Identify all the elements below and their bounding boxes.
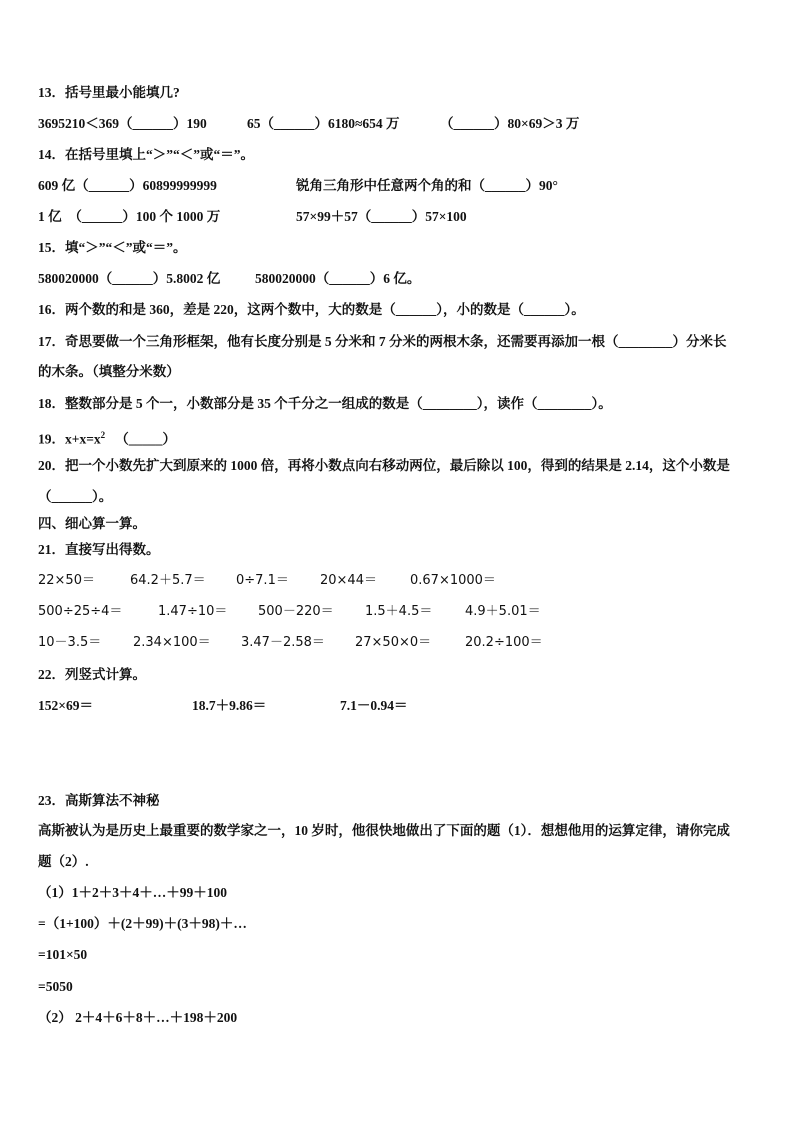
q21-r1-c4: 20×44＝ [320, 573, 377, 588]
q21-title: 21．直接写出得数。 [38, 542, 160, 557]
q15-item-1: 580020000（______）5.8002 亿 [38, 271, 221, 286]
q23-step-2: =（1+100）＋(2＋99)＋(3＋98)＋… [38, 916, 247, 931]
q21-r3-c2: 2.34×100＝ [133, 635, 211, 650]
q17-line-2: 的木条。（填整分米数） [38, 364, 180, 379]
q21-r1-c5: 0.67×1000＝ [410, 573, 496, 588]
q19-exponent: 2 [100, 430, 106, 440]
q23-step-4: =5050 [38, 979, 73, 994]
q21-r3-c4: 27×50×0＝ [355, 635, 432, 650]
q23-step-1: （1）1＋2＋3＋4＋…＋99＋100 [38, 885, 227, 900]
q23-para-2: 题（2）. [38, 854, 89, 869]
q15-item-2: 580020000（______）6 亿。 [255, 271, 421, 286]
q23-para-1: 高斯被认为是历史上最重要的数学家之一，10 岁时，他很快地做出了下面的题（1）．想想他用的运算定律，请你完成 [38, 823, 730, 838]
q21-r2-c3: 500－220＝ [258, 604, 334, 619]
q21-r2-c4: 1.5＋4.5＝ [365, 604, 433, 619]
q13-title: 13．括号里最小能填几? [38, 85, 180, 100]
q13-item-2: 65（______）6180≈654 万 [247, 116, 400, 131]
q19-expression: 19．x+x=x [38, 431, 101, 447]
q21-r3-c1: 10－3.5＝ [38, 635, 102, 650]
q20-line-2: （______）。 [38, 489, 113, 504]
q23-step-3: =101×50 [38, 947, 88, 962]
q21-r2-c1: 500÷25÷4＝ [38, 604, 123, 619]
q14-item-1: 609 亿（______）60899999999 [38, 178, 217, 193]
q17-line-1: 17．奇思要做一个三角形框架，他有长度分别是 5 分米和 7 分米的两根木条，还需要再添加一根（________）分米长 [38, 334, 727, 349]
q22-title: 22．列竖式计算。 [38, 667, 146, 682]
q14-item-2: 锐角三角形中任意两个角的和（______）90° [296, 178, 558, 193]
q21-r2-c5: 4.9＋5.01＝ [465, 604, 541, 619]
q18-text: 18．整数部分是 5 个一，小数部分是 35 个千分之一组成的数是（________），读作（________）。 [38, 396, 612, 411]
q21-r1-c3: 0÷7.1＝ [236, 573, 289, 588]
q22-item-1: 152×69＝ [38, 698, 93, 713]
q20-line-1: 20．把一个小数先扩大到原来的 1000 倍，再将小数点向右移动两位，最后除以 100，得到的结果是 2.14，这个小数是 [38, 458, 730, 473]
q15-title: 15．填“＞”“＜”或“＝”。 [38, 240, 187, 255]
q13-item-3: （______）80×69＞3 万 [440, 116, 580, 131]
q21-r2-c2: 1.47÷10＝ [158, 604, 228, 619]
q14-item-3: 1 亿 （______）100 个 1000 万 [38, 209, 221, 224]
q21-r3-c5: 20.2÷100＝ [465, 635, 543, 650]
q13-item-1: 3695210＜369（______）190 [38, 116, 207, 131]
q16-text: 16．两个数的和是 360，差是 220，这两个数中，大的数是（______），小的数是（______）。 [38, 302, 585, 317]
q21-r1-c2: 64.2＋5.7＝ [130, 573, 206, 588]
q21-r1-c1: 22×50＝ [38, 573, 95, 588]
q22-item-2: 18.7＋9.86＝ [192, 698, 267, 713]
q22-item-3: 7.1－0.94＝ [340, 698, 408, 713]
q19-text [38, 426, 176, 449]
q23-step-5: （2） 2＋4＋6＋8＋…＋198＋200 [38, 1010, 238, 1025]
section-heading: 四、细心算一算。 [38, 516, 146, 531]
q14-item-4: 57×99＋57（______）57×100 [296, 209, 467, 224]
q21-r3-c3: 3.47－2.58＝ [241, 635, 325, 650]
q23-title: 23．高斯算法不神秘 [38, 793, 160, 808]
q19-blank: （_____） [115, 431, 177, 447]
q14-title: 14．在括号里填上“＞”“＜”或“＝”。 [38, 147, 254, 162]
